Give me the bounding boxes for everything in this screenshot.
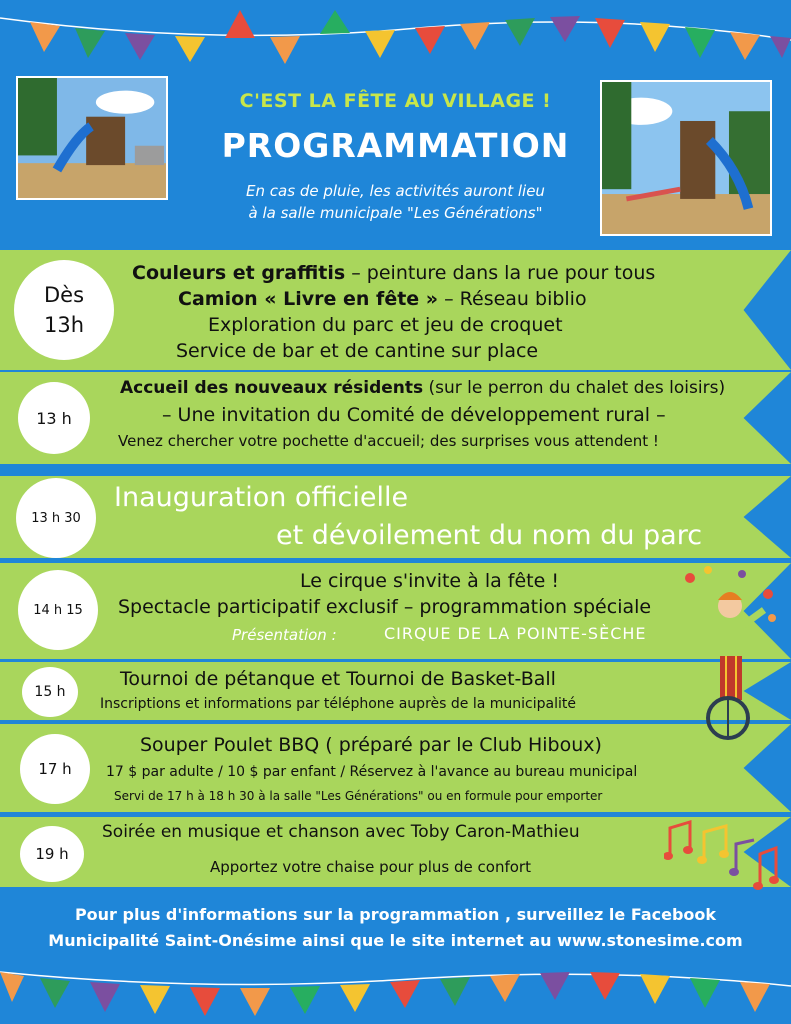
- festival-kicker: C'EST LA FÊTE AU VILLAGE !: [239, 90, 552, 112]
- event6-line2: 17 $ par adulte / 10 $ par enfant / Réservez à l'avance au bureau municipal: [106, 764, 638, 780]
- footer-line2: Municipalité Saint-Onésime ainsi que le site internet au www.stonesime.com: [48, 931, 743, 950]
- rain-notice: [0, 180, 791, 224]
- event1-line3: Exploration du parc et jeu de croquet: [208, 314, 563, 336]
- event1-line1-rest: – peinture dans la rue pour tous: [345, 262, 656, 284]
- event5-line2: Inscriptions et informations par téléphone auprès de la municipalité: [100, 696, 576, 712]
- time-badge-7: 19 h: [20, 826, 84, 882]
- time-badge-3: 13 h 30: [16, 478, 96, 558]
- event7-line2: Apportez votre chaise pour plus de confort: [210, 858, 531, 876]
- page-title: PROGRAMMATION: [221, 126, 570, 165]
- time-line1: Dès: [43, 283, 85, 307]
- event1-line1: [132, 262, 655, 284]
- cirque-logo-text: CIRQUE DE LA POINTE-SÈCHE: [384, 624, 647, 643]
- top-bunting: [0, 0, 791, 70]
- event2-line1-bold: Accueil des nouveaux résidents: [120, 378, 424, 398]
- bottom-bunting: [0, 952, 791, 1024]
- footer-info: [0, 902, 791, 954]
- event1-line2-bold: Camion « Livre en fête »: [178, 288, 439, 310]
- event1-line2: [178, 288, 587, 310]
- juggler-clown-illustration: [672, 566, 782, 742]
- event6-line3: Servi de 17 h à 18 h 30 à la salle "Les Générations" ou en formule pour emporter: [114, 789, 603, 803]
- time-badge-4: 14 h 15: [18, 570, 98, 650]
- event1-line1-bold: Couleurs et graffitis: [132, 262, 346, 284]
- footer-line1: Pour plus d'informations sur la programmation , surveillez le Facebook: [74, 905, 717, 924]
- event2-line1: [120, 378, 725, 398]
- event2-line2: – Une invitation du Comité de développement rural –: [162, 404, 666, 426]
- event6-line1: Souper Poulet BBQ ( préparé par le Club Hiboux): [140, 734, 602, 756]
- event7-line1: Soirée en musique et chanson avec Toby Caron-Mathieu: [102, 822, 580, 842]
- time-badge-6: 17 h: [20, 734, 90, 804]
- event3-line1: Inauguration officielle: [114, 482, 409, 513]
- event2-line1-rest: (sur le perron du chalet des loisirs): [423, 378, 726, 398]
- music-notes-icon: [664, 814, 780, 892]
- event4-line1: Le cirque s'invite à la fête !: [300, 570, 559, 592]
- event2-line3: Venez chercher votre pochette d'accueil; des surprises vous attendent !: [118, 432, 659, 450]
- rain-notice-line2: à la salle municipale "Les Générations": [248, 204, 543, 222]
- event1-line2-rest: – Réseau biblio: [438, 288, 587, 310]
- time-badge-5: 15 h: [22, 667, 78, 717]
- event1-line4: Service de bar et de cantine sur place: [176, 340, 539, 362]
- rain-notice-line1: En cas de pluie, les activités auront lieu: [246, 182, 545, 200]
- event3-line2: et dévoilement du nom du parc: [276, 520, 703, 551]
- time-badge-1: [14, 260, 114, 360]
- event5-line1: Tournoi de pétanque et Tournoi de Basket-Ball: [120, 668, 556, 690]
- time-line2: 13h: [43, 313, 85, 337]
- presentation-label: Présentation :: [232, 626, 337, 644]
- event4-line2: Spectacle participatif exclusif – programmation spéciale: [118, 596, 652, 618]
- time-badge-2: 13 h: [18, 382, 90, 454]
